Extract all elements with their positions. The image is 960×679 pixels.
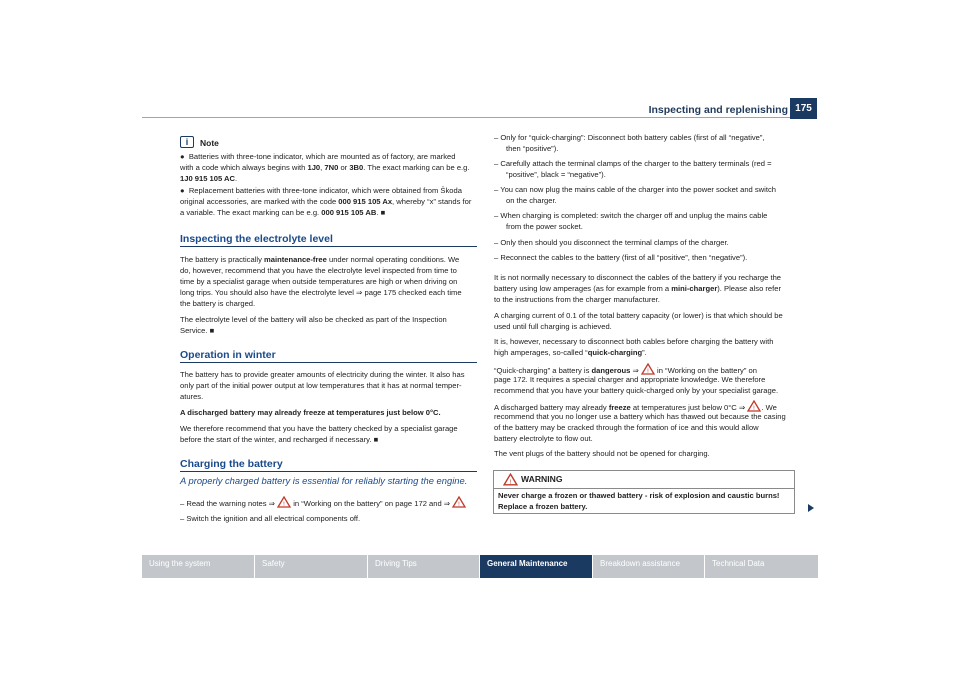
svg-text:!: ! <box>509 478 512 486</box>
page-reference-line: long trips. You should also have the electrolyte level ⇒ page 175 checked each time <box>180 288 462 297</box>
paragraph-line: “Quick-charging” a battery is dangerous ⇒ ! in “Working on the battery” on <box>494 363 757 376</box>
tab-safety[interactable]: Safety <box>255 555 368 578</box>
warning-box <box>493 470 795 514</box>
section-rule <box>180 362 477 363</box>
paragraph-line: the battery is charged. <box>180 299 256 308</box>
step-line: – When charging is completed: switch the charger off and unplug the mains cable <box>494 211 768 220</box>
section-title-winter: Operation in winter <box>180 349 276 361</box>
step-line: – Carefully attach the terminal clamps of the charger to the battery terminals (red = <box>494 159 772 168</box>
bullet-icon: ● <box>180 152 185 161</box>
chapter-navigation <box>142 555 818 578</box>
paragraph-line: recommend that you have your battery quick-charged only by your specialist garage. <box>494 386 779 395</box>
step-line: – Only for “quick-charging”: Disconnect both battery cables (first of all “negative”, <box>494 133 765 142</box>
step-line: then “positive”). <box>506 144 559 153</box>
section-rule <box>180 471 477 472</box>
paragraph-line: before the start of the winter, and recharged if necessary. ■ <box>180 435 379 444</box>
paragraph-line: The electrolyte level of the battery will also be checked as part of the Inspection <box>180 315 447 324</box>
paragraph-line: battery using low amperages (as for example from a mini-charger). Please also refer <box>494 284 782 293</box>
step-line: – Only then should you disconnect the terminal clamps of the charger. <box>494 238 729 247</box>
freeze-warning-line: A discharged battery may already freeze at temperatures just below 0°C. <box>180 408 441 417</box>
info-icon: i <box>180 136 194 148</box>
end-mark-icon: ■ <box>380 208 386 217</box>
tab-using-the-system[interactable]: Using the system <box>142 555 255 578</box>
section-title-electrolyte: Inspecting the electrolyte level <box>180 233 333 245</box>
paragraph-line: The battery is practically maintenance-free under normal operating conditions. We <box>180 255 460 264</box>
paragraph-line: Service. ■ <box>180 326 215 335</box>
paragraph-line: It is not normally necessary to disconnect the cables of the battery if you recharge the <box>494 273 782 282</box>
note-bullet-2: ● Replacement batteries with three-tone indicator, which were obtained from Škoda <box>180 186 462 195</box>
note-bullet-1: ● Batteries with three-tone indicator, which are mounted as of factory, are marked <box>180 152 456 161</box>
warning-title: WARNING <box>521 474 563 484</box>
warning-triangle-icon <box>503 473 518 486</box>
warning-triangle-icon <box>452 496 466 508</box>
step-line: on the charger. <box>506 196 557 205</box>
end-mark-icon: ■ <box>373 435 379 444</box>
step-switch-off: – Switch the ignition and all electrical components off. <box>180 514 361 523</box>
warning-header <box>494 471 794 489</box>
svg-text:!: ! <box>753 406 756 412</box>
tab-driving-tips[interactable]: Driving Tips <box>368 555 480 578</box>
paragraph-line: We therefore recommend that you have the battery checked by a specialist garage <box>180 424 458 433</box>
step-line: “positive”, black = “negative”). <box>506 170 606 179</box>
section-subtitle: A properly charged battery is essential for reliably starting the engine. <box>180 475 468 486</box>
step-line: – Reconnect the cables to the battery (first of all “positive”, then “negative”). <box>494 253 748 262</box>
svg-text:!: ! <box>647 369 649 375</box>
svg-text:!: ! <box>283 502 285 508</box>
paragraph-line: time by a specialist garage when outside temperatures are high or when driving on <box>180 277 458 286</box>
paragraph-line: atures. <box>180 392 204 401</box>
continue-arrow-icon <box>808 504 814 512</box>
section-title-charging: Charging the battery <box>180 458 283 470</box>
step-read-warnings: – Read the warning notes ⇒ ! in “Working on the battery” on page 172 and ⇒ ! <box>180 496 466 509</box>
paragraph-line: A discharged battery may already freeze at temperatures just below 0°C ⇒ ! . We <box>494 400 777 413</box>
tab-breakdown-assistance[interactable]: Breakdown assistance <box>593 555 705 578</box>
header-divider <box>142 117 790 118</box>
section-rule <box>180 246 477 247</box>
paragraph-line: The battery has to provide greater amounts of electricity during the winter. It also has <box>180 370 465 379</box>
page-number: 175 <box>790 98 817 119</box>
note-bullet-2-line3: a variable. The exact marking can be e.g. 000 915 105 AB. ■ <box>180 208 386 217</box>
step-line: from the power socket. <box>506 222 583 231</box>
tab-general-maintenance[interactable]: General Maintenance <box>480 555 593 578</box>
running-header-title: Inspecting and replenishing <box>648 104 788 116</box>
warning-triangle-icon <box>277 496 291 508</box>
paragraph-line: only part of the initial power output at low temperatures that it has at normal temper- <box>180 381 462 390</box>
paragraph-line: It is, however, necessary to disconnect both cables before charging the battery with <box>494 337 774 346</box>
end-mark-icon: ■ <box>209 326 215 335</box>
paragraph-line: A charging current of 0.1 of the total battery capacity (or lower) is that which should be <box>494 311 783 320</box>
paragraph-line: high amperages, so-called “quick-charging”. <box>494 348 647 357</box>
svg-text:!: ! <box>458 502 461 508</box>
note-bullet-1-line3: 1J0 915 105 AC. <box>180 174 238 183</box>
paragraph-line: page 172. It requires a special charger and appropriate knowledge. We therefore <box>494 375 766 384</box>
warning-text: Never charge a frozen or thawed battery - risk of explosion and caustic burns! Replace a frozen battery. <box>498 491 780 511</box>
paragraph-line: recommend that you no longer use a battery which has thawed out because the casing <box>494 412 786 421</box>
note-bullet-1-line2: with a code which always begins with 1J0, 7N0 or 3B0. The exact marking can be e.g. <box>180 163 470 172</box>
paragraph-line: The vent plugs of the battery should not be opened for charging. <box>494 449 710 458</box>
paragraph-line: do, however, recommend that you have the electrolyte level inspected from time to <box>180 266 457 275</box>
note-label: Note <box>200 138 219 148</box>
paragraph-line: of the battery may be cracked through the formation of ice and this would allow <box>494 423 759 432</box>
paragraph-line: used until full charging is achieved. <box>494 322 612 331</box>
step-line: – You can now plug the mains cable of the charger into the power socket and switch <box>494 185 776 194</box>
bullet-icon: ● <box>180 186 185 195</box>
note-bullet-2-line2: original accessories, are marked with the code 000 915 105 Ax, whereby “x” stands for <box>180 197 472 206</box>
tab-technical-data[interactable]: Technical Data <box>705 555 818 578</box>
paragraph-line: to the instructions from the charger manufacturer. <box>494 295 660 304</box>
paragraph-line: battery electrolyte to flow out. <box>494 434 593 443</box>
